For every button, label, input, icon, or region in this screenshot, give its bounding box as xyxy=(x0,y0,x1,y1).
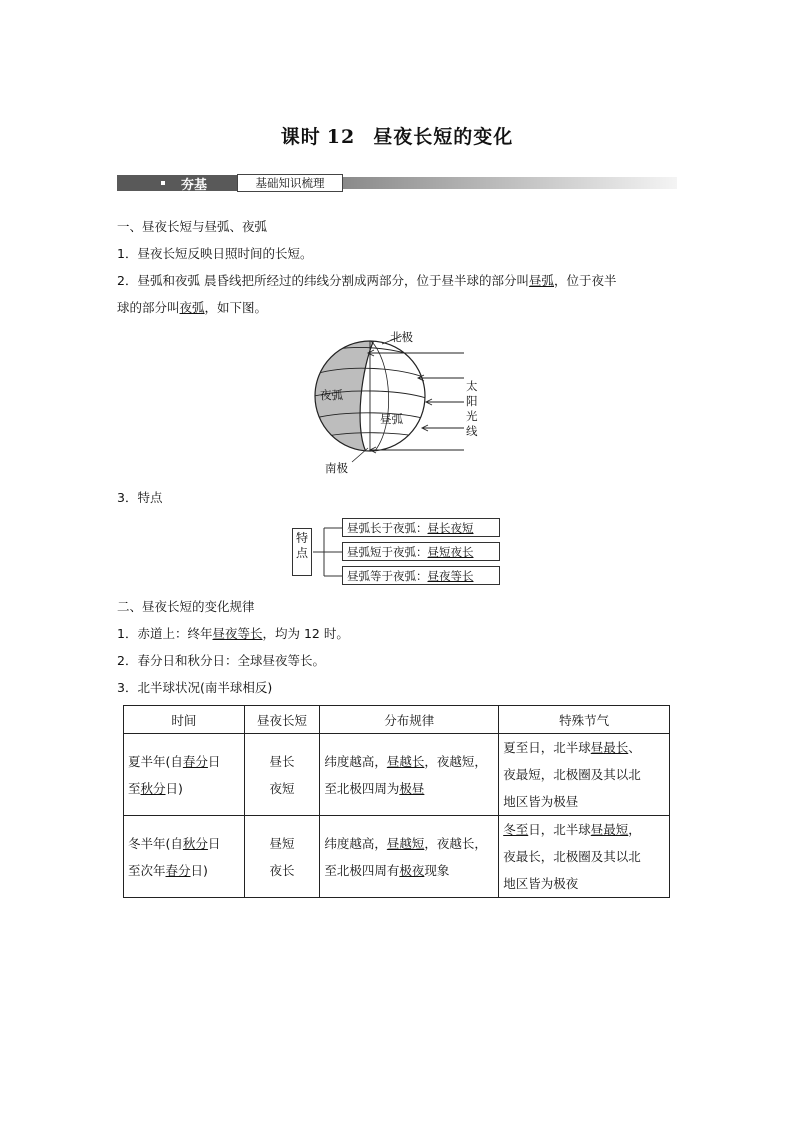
cell-solar-term: 冬至日，北半球昼最短， 夜最长，北极圈及其以北 地区皆为极夜 xyxy=(499,816,670,898)
cell-length: 昼长 夜短 xyxy=(244,734,320,816)
section-1-point-2-cont xyxy=(117,300,267,316)
sunlight-label-4: 线 xyxy=(466,424,478,438)
table-header-row xyxy=(124,706,670,734)
equator-term: 昼夜等长 xyxy=(212,626,263,641)
features-label-2: 点 xyxy=(295,546,308,560)
northern-hemisphere-table xyxy=(123,705,670,898)
day-night-arc-diagram xyxy=(310,326,490,484)
lesson-label: 课时 xyxy=(280,126,321,148)
point-2-lead: 2．昼弧和夜弧 xyxy=(117,273,200,288)
banner-box-label: 基础知识梳理 xyxy=(237,174,343,192)
cell-time: 冬半年(自秋分日 至次年春分日) xyxy=(124,816,245,898)
day-arc-term: 昼弧 xyxy=(528,273,554,288)
point-2-cont-tail: ，如下图。 xyxy=(204,300,268,315)
feature-condition: 昼弧长于夜弧： xyxy=(347,521,428,535)
point-2-tail: ，位于夜半 xyxy=(553,273,617,288)
page-title xyxy=(0,122,794,149)
section-banner xyxy=(117,173,677,193)
point-2-cont-text: 球的部分叫 xyxy=(117,300,180,315)
section-1-heading: 一、昼夜长短与昼弧、夜弧 xyxy=(117,219,268,234)
header-solar-term: 特殊节气 xyxy=(499,706,670,734)
feature-condition: 昼弧等于夜弧： xyxy=(347,569,428,583)
section-1-point-2 xyxy=(117,273,617,289)
north-pole-label: 北极 xyxy=(390,330,413,344)
bracket-lines xyxy=(288,516,348,588)
section-1-point-3: 3．特点 xyxy=(117,490,163,505)
equator-tail: ，均为 12 时。 xyxy=(262,626,349,641)
feature-row xyxy=(342,542,500,561)
feature-condition: 昼弧短于夜弧： xyxy=(347,545,428,559)
sunlight-label-2: 阳 xyxy=(466,394,478,408)
south-pole-label: 南极 xyxy=(325,461,348,475)
section-2-point-3: 3．北半球状况(南半球相反) xyxy=(117,680,273,695)
square-bullet-icon xyxy=(161,181,165,185)
features-diagram xyxy=(288,516,508,588)
lesson-number: 12 xyxy=(326,126,356,148)
feature-result: 昼短夜长 xyxy=(427,545,474,559)
sunlight-label-1: 太 xyxy=(466,379,478,393)
cell-time: 夏半年(自春分日 至秋分日) xyxy=(124,734,245,816)
night-arc-label: 夜弧 xyxy=(320,388,343,402)
cell-distribution: 纬度越高，昼越短，夜越长， 至北极四周有极夜现象 xyxy=(320,816,499,898)
section-2-point-2: 2．春分日和秋分日：全球昼夜等长。 xyxy=(117,653,325,668)
day-arc-label: 昼弧 xyxy=(380,412,403,426)
feature-row xyxy=(342,566,500,585)
banner-tag-label: 夯基 xyxy=(181,178,208,193)
header-time: 时间 xyxy=(124,706,245,734)
section-1-point-1: 1．昼夜长短反映日照时间的长短。 xyxy=(117,246,313,261)
point-2-text: 晨昏线把所经过的纬线分割成两部分，位于昼半球的部分叫 xyxy=(203,273,529,288)
banner-fade-bar xyxy=(343,177,677,189)
banner-tag xyxy=(117,175,237,191)
header-length: 昼夜长短 xyxy=(244,706,320,734)
section-2-point-1 xyxy=(117,626,349,642)
cell-distribution: 纬度越高，昼越长，夜越短， 至北极四周为极昼 xyxy=(320,734,499,816)
feature-result: 昼长夜短 xyxy=(427,521,474,535)
feature-result: 昼夜等长 xyxy=(427,569,474,583)
header-distribution: 分布规律 xyxy=(320,706,499,734)
night-arc-term: 夜弧 xyxy=(179,300,205,315)
cell-length: 昼短 夜长 xyxy=(244,816,320,898)
features-label-1: 特 xyxy=(295,531,308,545)
lesson-title: 昼夜长短的变化 xyxy=(373,126,514,148)
sunlight-label-3: 光 xyxy=(466,409,478,423)
cell-solar-term: 夏至日，北半球昼最长、 夜最短，北极圈及其以北 地区皆为极昼 xyxy=(499,734,670,816)
section-2-heading: 二、昼夜长短的变化规律 xyxy=(117,599,255,614)
table-row xyxy=(124,734,670,816)
feature-row xyxy=(342,518,500,537)
equator-text: 1．赤道上：终年 xyxy=(117,626,213,641)
table-row xyxy=(124,816,670,898)
